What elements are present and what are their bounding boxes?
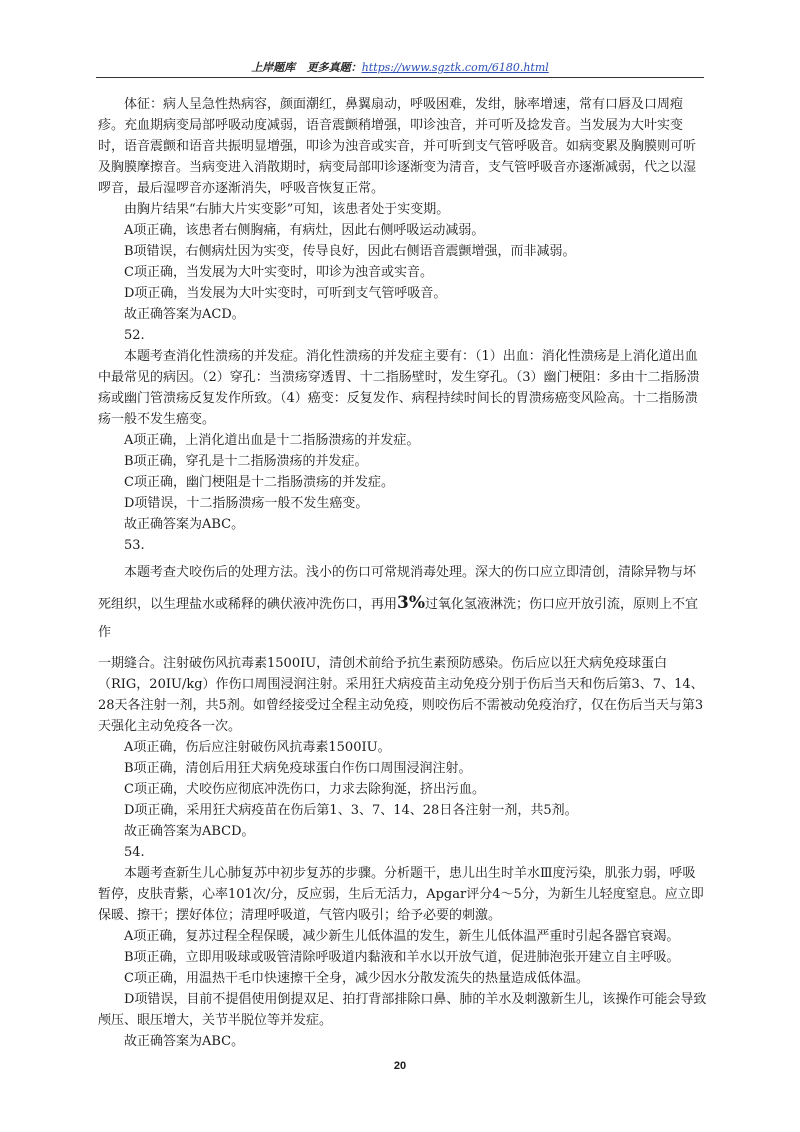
q51-option-c: C项正确，当发展为大叶实变时，叩诊为浊音或实音。 <box>124 265 433 280</box>
q51-signs-paragraph: 体征：病人呈急性热病容，颜面潮红，鼻翼扇动，呼吸困难，发绀，脉率增速，常有口唇及口周疱疹。充血期病变局部呼吸动度减弱，语音震颤稍增强，叩诊浊音，并可听及捻发音。当发展为大叶实变时，语音震颤和语音共振明显增强，叩诊为浊音或实音，并可听到支气管呼吸音。如病变累及胸膜则可听及胸膜摩擦音。当病变进入消散期时，病变局部叩诊逐渐变为清音，支气管呼吸音亦逐渐减弱，代之以湿啰音，最后湿啰音亦逐渐消失，呼吸音恢复正常。 <box>98 97 697 196</box>
q54-option-a: A项正确，复苏过程全程保暖，减少新生儿低体温的发生，新生儿低体温严重时引起各器官衰竭。 <box>124 929 680 944</box>
q51-option-a: A项正确，该患者右侧胸痛，有病灶，因此右侧呼吸运动减弱。 <box>124 223 485 238</box>
header-url-link[interactable]: https://www.sgztk.com/6180.html <box>361 61 549 74</box>
q52-answer: 故正确答案为ABC。 <box>124 517 245 532</box>
q52-option-d: D项错误，十二指肠溃疡一般不发生癌变。 <box>124 496 369 511</box>
q54-number: 54. <box>124 845 145 860</box>
q53-percent: 3% <box>397 593 425 613</box>
page-number: 20 <box>393 1060 407 1072</box>
q54-option-b: B项正确，立即用吸球或吸管清除呼吸道内黏液和羊水以开放气道，促进肺泡张开建立自主呼吸。 <box>124 950 680 965</box>
q53-explanation-line2 <box>98 589 708 647</box>
q53-answer: 故正确答案为ABCD。 <box>124 824 255 839</box>
q54-answer: 故正确答案为ABC。 <box>124 1034 245 1049</box>
q52-option-c: C项正确，幽门梗阻是十二指肠溃疡的并发症。 <box>124 475 394 490</box>
q52-explanation: 本题考查消化性溃疡的并发症。消化性溃疡的并发症主要有：（1）出血：消化性溃疡是上消化道出血中最常见的病因。（2）穿孔：当溃疡穿透胃、十二指肠壁时，发生穿孔。（3）幽门梗阻：多由十二指肠溃疡或幽门管溃疡反复发作所致。（4）癌变：反复发作、病程持续时间长的胃溃疡癌变风险高。十二指肠溃疡一般不发生癌变。 <box>98 349 700 427</box>
q52-number: 52. <box>124 328 145 343</box>
q53-option-d: D项正确，采用狂犬病疫苗在伤后第1、3、7、14、28日各注射一剂，共5剂。 <box>124 803 578 818</box>
q53-option-b: B项正确，清创后用狂犬病免疫球蛋白作伤口周围浸润注射。 <box>124 761 472 776</box>
q52-option-a: A项正确，上消化道出血是十二指肠溃疡的并发症。 <box>124 433 420 448</box>
q51-answer: 故正确答案为ACD。 <box>124 307 245 322</box>
q51-option-b: B项错误，右侧病灶因为实变，传导良好，因此右侧语音震颤增强，而非减弱。 <box>124 244 576 259</box>
page-header <box>96 59 704 75</box>
header-brand: 上岸题库 <box>251 61 296 74</box>
q52-option-b: B项正确，穿孔是十二指肠溃疡的并发症。 <box>124 454 368 469</box>
q53-option-a: A项正确，伤后应注射破伤风抗毒素1500IU。 <box>124 740 391 755</box>
q53-line2-end: 过氧化氢液淋洗；伤口应开放引流，原则上不宜作 <box>98 597 699 640</box>
q53-explanation-line1: 本题考查犬咬伤后的处理方法。浅小的伤口可常规消毒处理。深大的伤口应立即清创，清除异物与坏 <box>124 565 697 580</box>
q53-explanation-rest: 一期缝合。注射破伤风抗毒素1500IU，清创术前给予抗生素预防感染。伤后应以狂犬病免疫球蛋白（RIG，20IU/kg）作伤口周围浸润注射。采用狂犬病疫苗主动免疫分别于伤后当天和伤后第3、7、14、28天各注射一剂，共5剂。如曾经接受过全程主动免疫，则咬伤后不需被动免疫治疗，仅在伤后当天与第3天强化主动免疫各一次。 <box>98 656 704 734</box>
q51-xray-paragraph: 由胸片结果“右肺大片实变影”可知，该患者处于实变期。 <box>124 202 450 217</box>
q54-option-d: D项错误，目前不提倡使用倒提双足、拍打背部排除口鼻、肺的羊水及刺激新生儿，该操作可能会导致颅压、眼压增大，关节半脱位等并发症。 <box>98 992 707 1028</box>
q53-number: 53. <box>124 538 145 553</box>
q53-option-c: C项正确，犬咬伤应彻底冲洗伤口，力求去除狗涎，挤出污血。 <box>124 782 485 797</box>
q53-line2-start: 死组织，以生理盐水或稀释的碘伏液冲洗伤口，再用 <box>98 597 398 612</box>
q51-option-d: D项正确，当发展为大叶实变时，可听到支气管呼吸音。 <box>124 286 447 301</box>
q54-explanation: 本题考查新生儿心肺复苏中初步复苏的步骤。分析题干，患儿出生时羊水Ⅲ度污染，肌张力弱，呼吸暂停，皮肤青紫，心率101次/分，反应弱，生后无活力，Apgar评分4～5分，为新生儿轻度窒息。应立即保暖、擦干；摆好体位；清理呼吸道，气管内吸引；给予必要的刺激。 <box>98 866 704 923</box>
q54-option-c: C项正确，用温热干毛巾快速擦干全身，减少因水分散发流失的热量造成低体温。 <box>124 971 589 986</box>
document-body <box>98 94 708 1052</box>
header-divider <box>96 77 704 78</box>
header-more-label: 更多真题： <box>306 61 362 74</box>
